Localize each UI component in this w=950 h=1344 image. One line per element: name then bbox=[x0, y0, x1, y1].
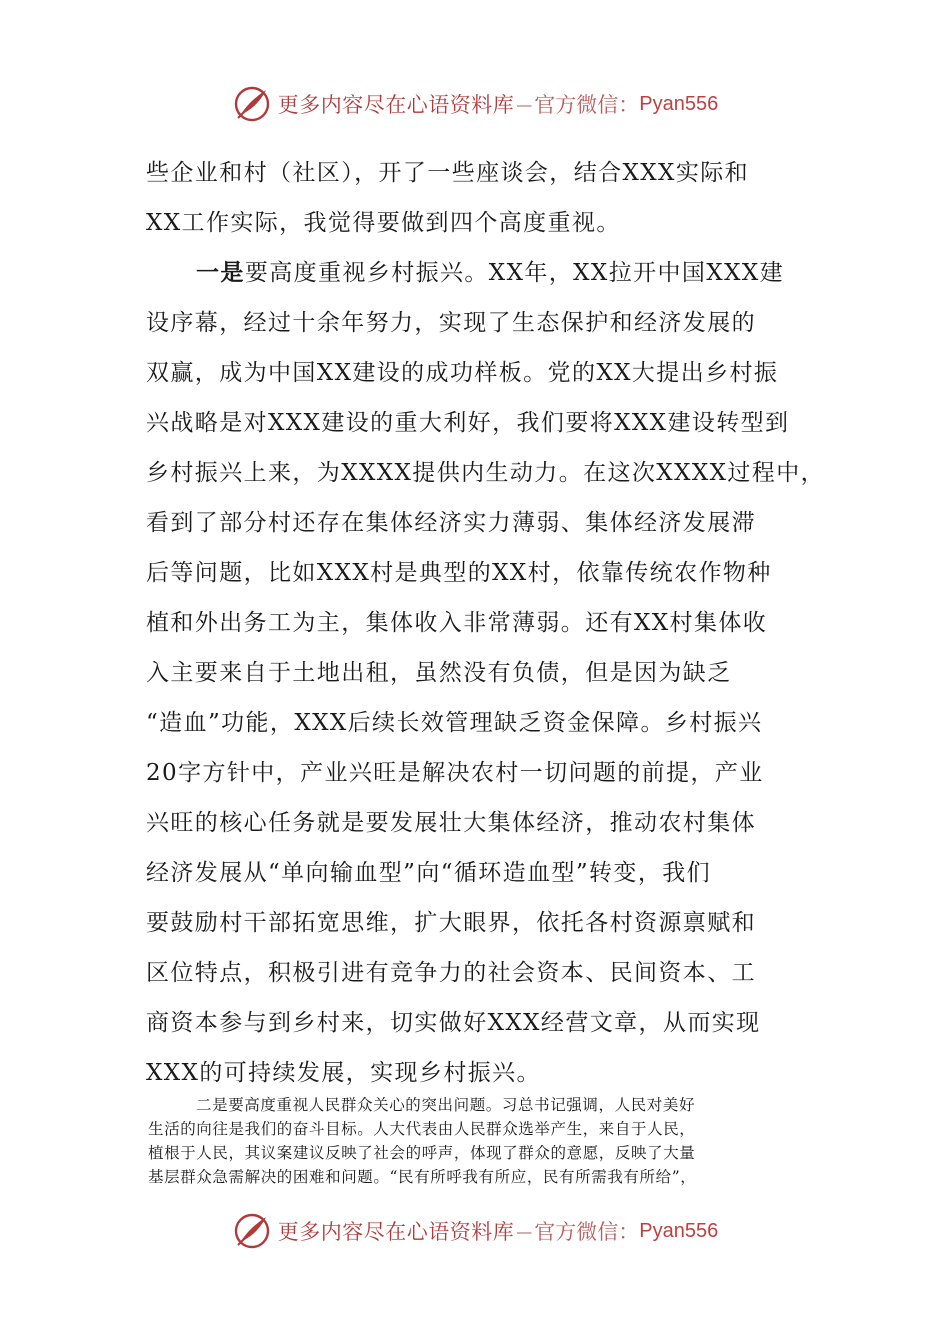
text-line: XXX的可持续发展，实现乡村振兴。 bbox=[146, 1060, 541, 1086]
banner-separator: — bbox=[516, 1221, 533, 1241]
text-line: 乡村振兴上来，为XXXX提供内生动力。在这次XXXX过程中， bbox=[146, 460, 825, 486]
text-line: 二是要高度重视人民群众关心的突出问题。习总书记强调，人民对美好 bbox=[196, 1096, 696, 1114]
document-body bbox=[146, 148, 826, 1098]
text-line: 基层群众急需解决的困难和问题。“民有所呼我有所应，民有所需我有所给”， bbox=[148, 1168, 697, 1186]
banner-main-text: 更多内容尽在心语资料库 bbox=[277, 1220, 515, 1244]
banner-wechat-id: Pyan556 bbox=[639, 1219, 719, 1242]
banner-wechat-id: Pyan556 bbox=[639, 92, 719, 115]
quill-pen-logo-icon bbox=[232, 1211, 272, 1251]
text-line: 设序幕，经过十余年努力，实现了生态保护和经济发展的 bbox=[146, 310, 756, 336]
banner-wechat-label: 官方微信： bbox=[534, 1220, 640, 1244]
point-one-first-line-text: 要高度重视乡村振兴。XX年，XX拉开中国XXX建 bbox=[244, 260, 785, 286]
text-line: 生活的向往是我们的奋斗目标。人大代表由人民群众选举产生，来自于人民， bbox=[148, 1120, 696, 1138]
text-line: 植和外出务工为主，集体收入非常薄弱。还有XX村集体收 bbox=[146, 610, 768, 636]
point-one-first-line bbox=[146, 248, 826, 298]
text-line: 20字方针中，产业兴旺是解决农村一切问题的前提，产业 bbox=[146, 760, 764, 786]
text-line: 看到了部分村还存在集体经济实力薄弱、集体经济发展滞 bbox=[146, 510, 756, 536]
text-line: 兴战略是对XXX建设的重大利好，我们要将XXX建设转型到 bbox=[146, 410, 790, 436]
text-line: 后等问题，比如XXX村是典型的XX村，依靠传统农作物种 bbox=[146, 560, 772, 586]
text-line: “造血”功能，XXX后续长效管理缺乏资金保障。乡村振兴 bbox=[146, 710, 763, 736]
footer-banner bbox=[0, 1209, 950, 1253]
banner-main-text: 更多内容尽在心语资料库 bbox=[277, 93, 515, 117]
header-banner bbox=[0, 82, 950, 126]
text-line: XX工作实际，我觉得要做到四个高度重视。 bbox=[146, 210, 621, 236]
text-line: 双赢，成为中国XX建设的成功样板。党的XX大提出乡村振 bbox=[146, 360, 779, 386]
point-two-paragraph bbox=[148, 1093, 808, 1189]
banner-separator: — bbox=[516, 94, 533, 114]
text-line: 些企业和村（社区），开了一些座谈会，结合XXX实际和 bbox=[146, 160, 750, 186]
text-line: 区位特点，积极引进有竞争力的社会资本、民间资本、工 bbox=[146, 960, 756, 986]
point-one-lead: 一是 bbox=[196, 259, 245, 286]
text-line: 要鼓励村干部拓宽思维，扩大眼界，依托各村资源禀赋和 bbox=[146, 910, 756, 936]
quill-pen-logo-icon bbox=[232, 84, 272, 124]
text-line: 商资本参与到乡村来，切实做好XXX经营文章，从而实现 bbox=[146, 1010, 761, 1036]
banner-wechat-label: 官方微信： bbox=[534, 93, 640, 117]
text-line: 植根于人民，其议案建议反映了社会的呼声，体现了群众的意愿，反映了大量 bbox=[148, 1144, 696, 1162]
text-line: 入主要来自于土地出租，虽然没有负债，但是因为缺乏 bbox=[146, 660, 732, 686]
text-line: 兴旺的核心任务就是要发展壮大集体经济，推动农村集体 bbox=[146, 810, 756, 836]
text-line: 经济发展从“单向输血型”向“循环造血型”转变，我们 bbox=[146, 860, 712, 886]
